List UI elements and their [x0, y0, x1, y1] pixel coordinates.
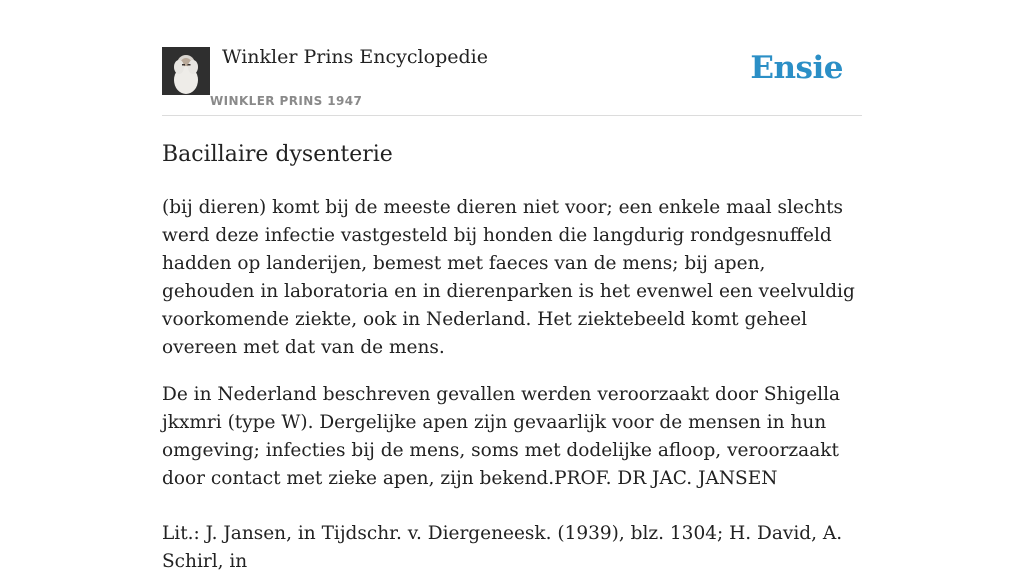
ensie-logo[interactable]: Ensie	[750, 50, 843, 86]
source-header	[162, 0, 862, 116]
article-paragraph: De in Nederland beschreven gevallen werden veroorzaakt door Shigella jkxmri (type W). Dergelijke apen zijn gevaarlijk voor de mensen in hun omgeving; infecties bij de mens, soms met dodelijke afloop, veroorzaakt door contact met zieke apen, zijn bekend.PROF. DR JAC. JANSEN	[162, 384, 841, 489]
source-subtitle: WINKLER PRINS 1947	[210, 94, 363, 108]
literature-paragraph: Lit.: J. Jansen, in Tijdschr. v. Diergeneesk. (1939), blz. 1304; H. David, A. Schirl, in	[162, 523, 843, 572]
bearded-man-portrait-icon	[162, 47, 210, 95]
source-title[interactable]: Winkler Prins Encyclopedie	[222, 46, 488, 68]
page	[162, 0, 862, 576]
author-avatar[interactable]	[162, 47, 210, 95]
article-title: Bacillaire dysenterie	[162, 142, 393, 167]
article-paragraph: (bij dieren) komt bij de meeste dieren niet voor; een enkele maal slechts werd deze infectie vastgesteld bij honden die langdurig rondgesnuffeld hadden op landerijen, bemest met faeces van de mens; bij apen, gehouden in laboratoria en in dierenparken is het evenwel een veelvuldig voorkomende ziekte, ook in Nederland. Het ziektebeeld komt geheel overeen met dat van de mens.	[162, 197, 855, 358]
